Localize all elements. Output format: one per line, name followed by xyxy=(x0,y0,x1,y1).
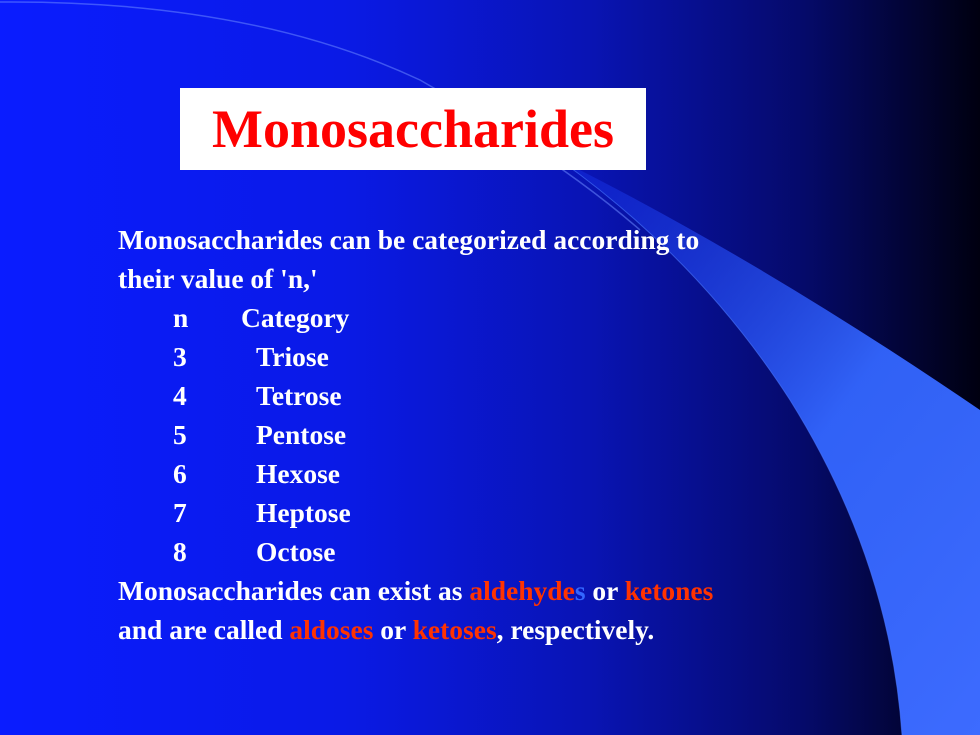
row-n: 4 xyxy=(173,380,187,411)
row-n: 6 xyxy=(173,458,187,489)
intro-line-2: their value of 'n,' xyxy=(118,263,318,294)
closing-text: and are called xyxy=(118,614,290,645)
closing-suffix: , respectively. xyxy=(496,614,655,645)
title-box xyxy=(180,88,646,170)
term-ketoses: ketoses xyxy=(412,614,497,645)
intro-line-1: Monosaccharides can be categorized according to xyxy=(118,224,700,255)
term-aldehydes-suffix: s xyxy=(574,575,586,606)
table-header xyxy=(118,298,878,337)
term-aldoses: aldoses xyxy=(289,614,374,645)
row-category: Pentose xyxy=(256,419,347,450)
term-ketones: ketones xyxy=(624,575,714,606)
table-row xyxy=(118,415,878,454)
slide-title: Monosaccharides xyxy=(212,99,614,159)
row-category: Hexose xyxy=(256,458,341,489)
connector-or: or xyxy=(585,575,625,606)
closing-line-2 xyxy=(118,610,878,649)
row-n: 3 xyxy=(173,341,187,372)
table-row xyxy=(118,376,878,415)
connector-or: or xyxy=(373,614,413,645)
table-row xyxy=(118,493,878,532)
row-category: Heptose xyxy=(256,497,351,528)
header-n: n xyxy=(173,302,189,333)
row-category: Tetrose xyxy=(256,380,342,411)
table-row xyxy=(118,532,878,571)
row-category: Triose xyxy=(256,341,329,372)
closing-text: Monosaccharides can exist as xyxy=(118,575,470,606)
row-n: 5 xyxy=(173,419,187,450)
header-category: Category xyxy=(241,302,350,333)
slide-body xyxy=(118,220,878,649)
row-n: 7 xyxy=(173,497,187,528)
row-n: 8 xyxy=(173,536,187,567)
closing-line-1 xyxy=(118,571,878,610)
row-category: Octose xyxy=(256,536,336,567)
table-row xyxy=(118,454,878,493)
table-row xyxy=(118,337,878,376)
term-aldehydes: aldehyde xyxy=(469,575,575,606)
